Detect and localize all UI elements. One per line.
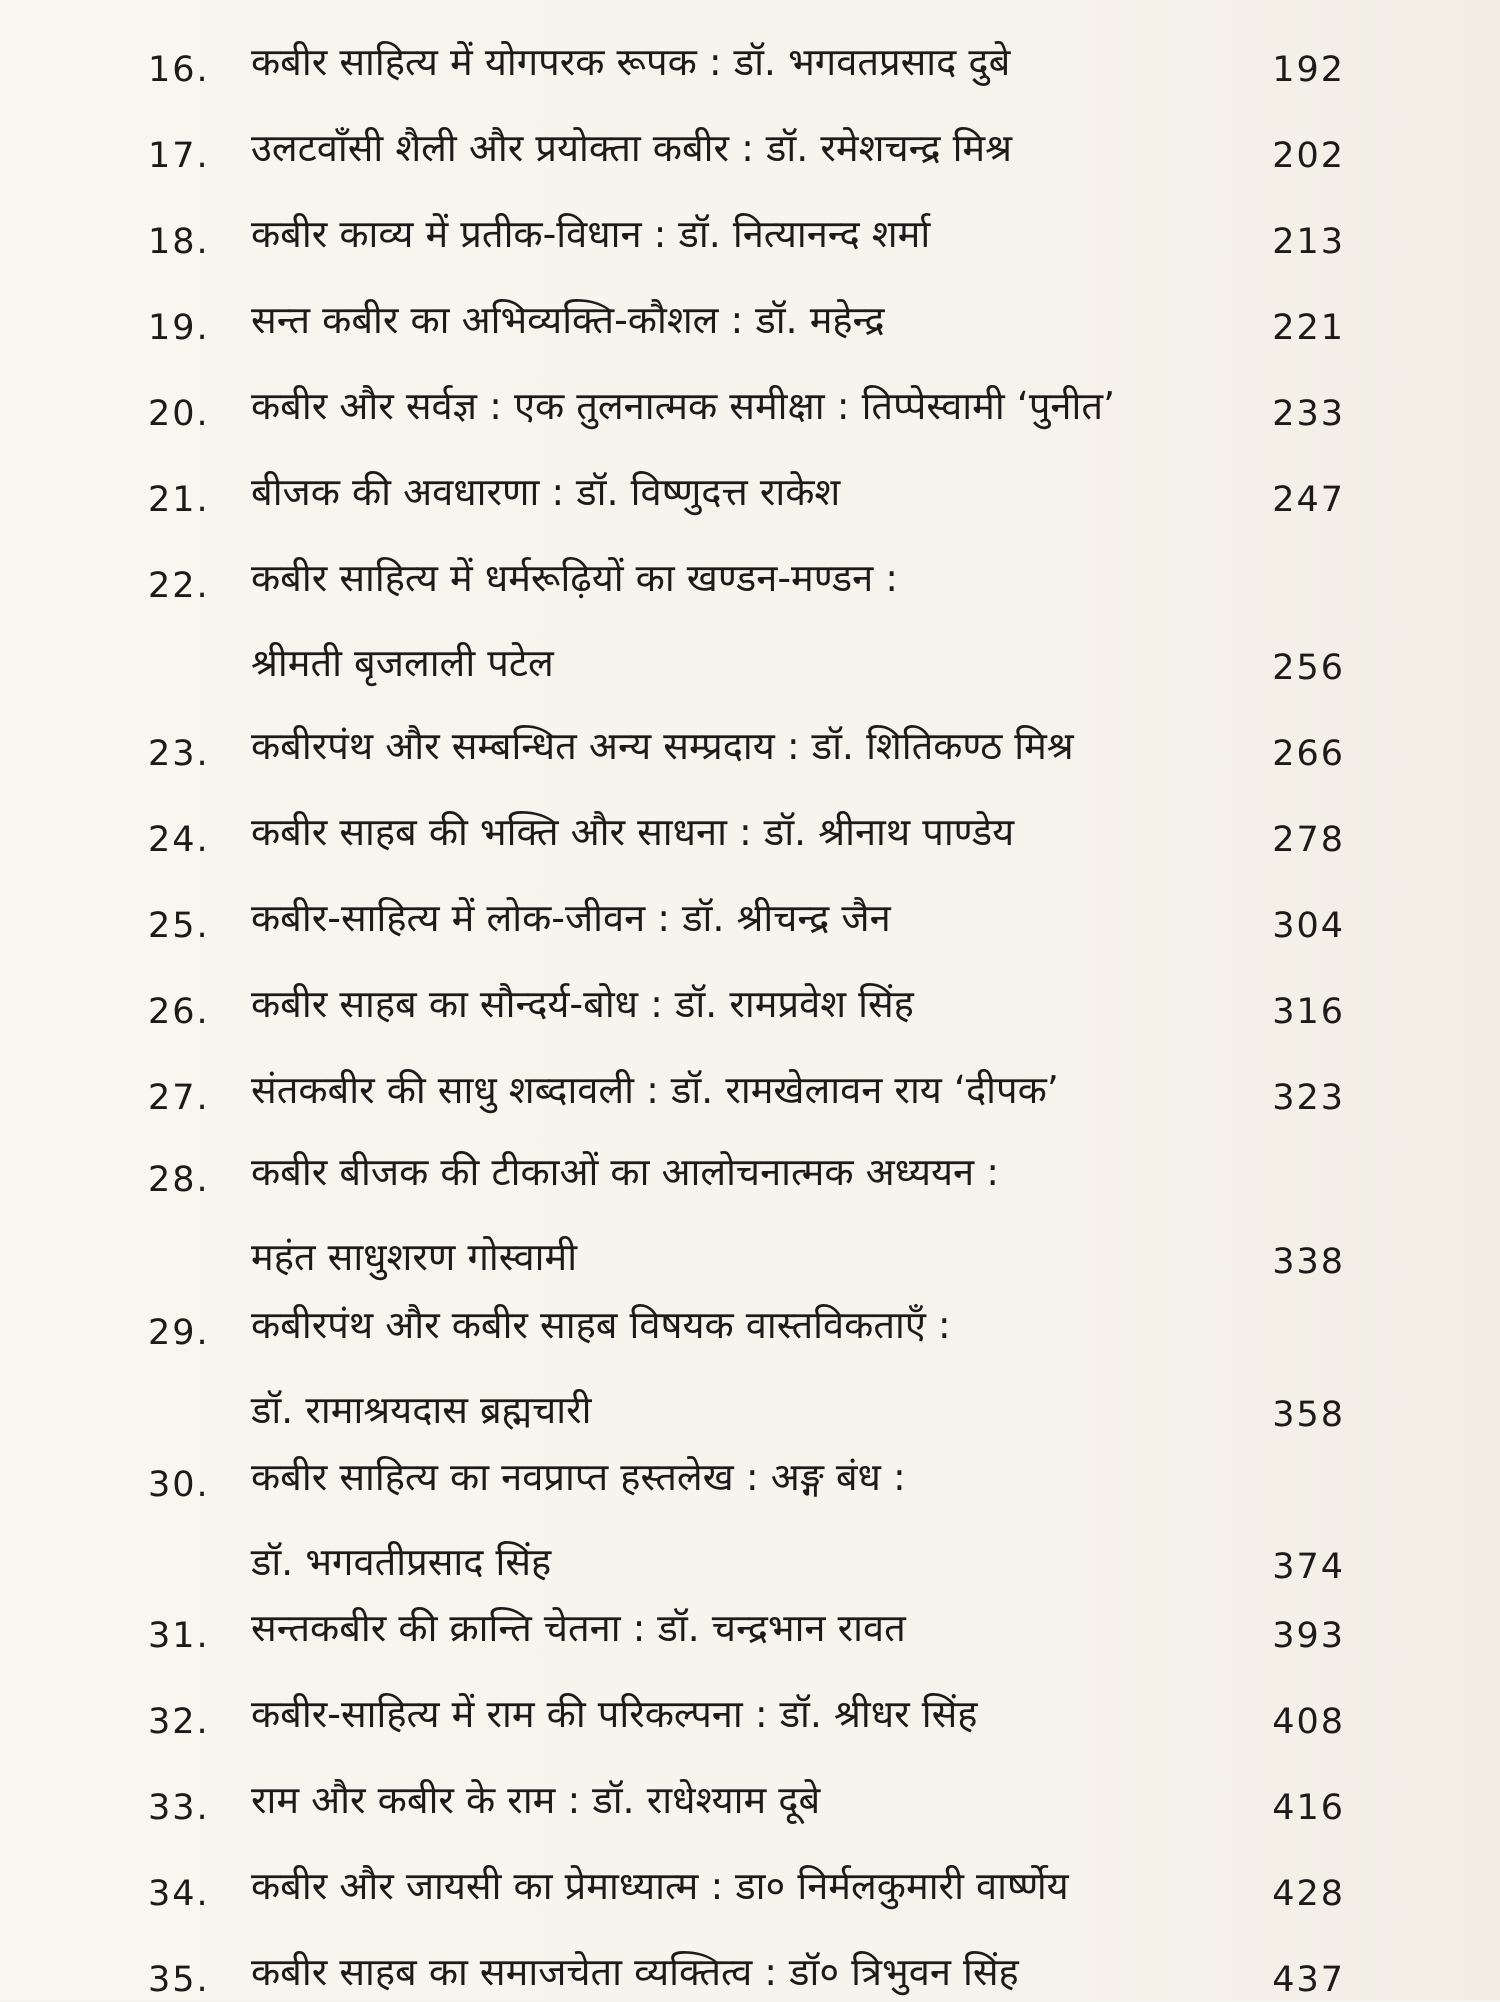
- entry-title-continued: श्रीमती बृजलाली पटेल: [251, 641, 554, 685]
- entry-title: सन्तकबीर की क्रान्ति चेतना : डॉ. चन्द्रभान रावत: [251, 1606, 906, 1650]
- entry-number: 23.: [148, 734, 210, 774]
- entry-page-number: 221: [1272, 308, 1345, 348]
- entry-title: बीजक की अवधारणा : डॉ. विष्णुदत्त राकेश: [251, 470, 841, 514]
- entry-title: कबीर-साहित्य में लोक-जीवन : डॉ. श्रीचन्द्र जैन: [251, 896, 891, 940]
- entry-page-number: 323: [1272, 1078, 1345, 1118]
- entry-number: 25.: [148, 906, 210, 946]
- entry-number: 26.: [148, 992, 210, 1032]
- entry-page-number: 408: [1272, 1702, 1345, 1742]
- entry-title: कबीर साहित्य में धर्मरूढ़ियों का खण्डन-मण्डन :: [251, 556, 899, 600]
- entry-title: कबीर साहब का सौन्दर्य-बोध : डॉ. रामप्रवेश सिंह: [251, 982, 914, 1026]
- entry-title: कबीरपंथ और कबीर साहब विषयक वास्तविकताएँ :: [251, 1303, 951, 1347]
- entry-title-continued: महंत साधुशरण गोस्वामी: [251, 1235, 578, 1279]
- entry-title: उलटवाँसी शैली और प्रयोक्ता कबीर : डॉ. रमेशचन्द्र मिश्र: [251, 126, 1013, 170]
- entry-page-number: 393: [1272, 1616, 1345, 1656]
- entry-page-number: 358: [1272, 1395, 1345, 1435]
- entry-number: 28.: [148, 1160, 210, 1200]
- entry-number: 31.: [148, 1616, 210, 1656]
- entry-page-number: 416: [1272, 1788, 1345, 1828]
- entry-page-number: 304: [1272, 906, 1345, 946]
- entry-title: कबीर काव्य में प्रतीक-विधान : डॉ. नित्यानन्द शर्मा: [251, 212, 931, 256]
- entry-number: 20.: [148, 394, 210, 434]
- entry-title: कबीर-साहित्य में राम की परिकल्पना : डॉ. श्रीधर सिंह: [251, 1692, 978, 1736]
- entry-page-number: 213: [1272, 222, 1345, 262]
- entry-number: 32.: [148, 1702, 210, 1742]
- entry-title: कबीर और सर्वज्ञ : एक तुलनात्मक समीक्षा : तिप्पेस्वामी ‘पुनीत’: [251, 384, 1116, 428]
- entry-title-continued: डॉ. रामाश्रयदास ब्रह्मचारी: [251, 1388, 592, 1432]
- entry-page-number: 278: [1272, 820, 1345, 860]
- entry-title: कबीर बीजक की टीकाओं का आलोचनात्मक अध्ययन :: [251, 1150, 1000, 1194]
- entry-title: कबीर साहब की भक्ति और साधना : डॉ. श्रीनाथ पाण्डेय: [251, 810, 1015, 854]
- entry-title: कबीर साहित्य का नवप्राप्त हस्तलेख : अङ्ग बंध :: [251, 1455, 906, 1499]
- entry-number: 30.: [148, 1465, 210, 1505]
- entry-page-number: 256: [1272, 648, 1345, 688]
- entry-title: कबीरपंथ और सम्बन्धित अन्य सम्प्रदाय : डॉ. शितिकण्ठ मिश्र: [251, 724, 1074, 768]
- entry-title: संतकबीर की साधु शब्दावली : डॉ. रामखेलावन राय ‘दीपक’: [251, 1068, 1059, 1112]
- entry-number: 21.: [148, 480, 210, 520]
- entry-number: 27.: [148, 1078, 210, 1118]
- entry-number: 19.: [148, 308, 210, 348]
- entry-title: कबीर साहित्य में योगपरक रूपक : डॉ. भगवतप्रसाद दुबे: [251, 40, 1011, 84]
- entry-page-number: 428: [1272, 1874, 1345, 1914]
- entry-title: कबीर साहब का समाजचेता व्यक्तित्व : डॉ० त्रिभुवन सिंह: [251, 1950, 1019, 1994]
- entry-number: 29.: [148, 1313, 210, 1353]
- entry-page-number: 192: [1272, 50, 1345, 90]
- entry-page-number: 233: [1272, 394, 1345, 434]
- entry-title: सन्त कबीर का अभिव्यक्ति-कौशल : डॉ. महेन्द्र: [251, 298, 885, 342]
- entry-page-number: 338: [1272, 1242, 1345, 1282]
- entry-number: 22.: [148, 566, 210, 606]
- entry-number: 35.: [148, 1960, 210, 2000]
- entry-number: 18.: [148, 222, 210, 262]
- entry-title-continued: डॉ. भगवतीप्रसाद सिंह: [251, 1540, 552, 1584]
- entry-page-number: 316: [1272, 992, 1345, 1032]
- entry-page-number: 266: [1272, 734, 1345, 774]
- entry-title: राम और कबीर के राम : डॉ. राधेश्याम दूबे: [251, 1778, 821, 1822]
- entry-page-number: 202: [1272, 136, 1345, 176]
- entry-page-number: 374: [1272, 1547, 1345, 1587]
- entry-number: 34.: [148, 1874, 210, 1914]
- entry-number: 16.: [148, 50, 210, 90]
- entry-title: कबीर और जायसी का प्रेमाध्यात्म : डा० निर्मलकुमारी वार्ष्णेय: [251, 1864, 1069, 1908]
- entry-page-number: 247: [1272, 480, 1345, 520]
- entry-page-number: 437: [1272, 1960, 1345, 2000]
- entry-number: 33.: [148, 1788, 210, 1828]
- entry-number: 24.: [148, 820, 210, 860]
- entry-number: 17.: [148, 136, 210, 176]
